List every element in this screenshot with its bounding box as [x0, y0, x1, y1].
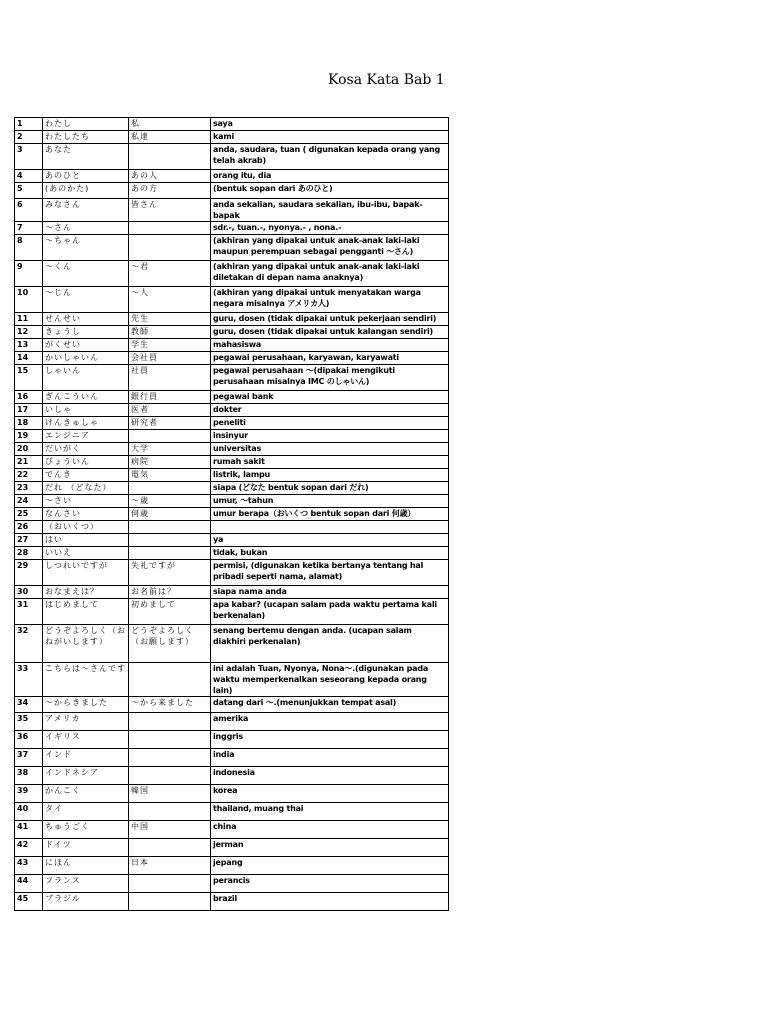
- kana-cell: ～からきました: [43, 697, 129, 713]
- kana-cell: あのひと: [43, 170, 129, 183]
- row-number: 33: [15, 663, 43, 697]
- table-row: [15, 443, 449, 456]
- meaning-cell: insinyur: [211, 430, 449, 443]
- meaning-cell: [211, 521, 449, 534]
- kana-cell: にほん: [43, 857, 129, 875]
- table-row: [15, 352, 449, 365]
- table-row: [15, 731, 449, 749]
- table-row: [15, 663, 449, 697]
- table-row: [15, 803, 449, 821]
- table-row: [15, 469, 449, 482]
- kanji-cell: [129, 534, 211, 547]
- table-row: [15, 586, 449, 599]
- row-number: 13: [15, 339, 43, 352]
- kanji-cell: [129, 767, 211, 785]
- meaning-cell: rumah sakit: [211, 456, 449, 469]
- kana-cell: きょうし: [43, 326, 129, 339]
- meaning-cell: amerika: [211, 713, 449, 731]
- row-number: 19: [15, 430, 43, 443]
- table-row: [15, 857, 449, 875]
- row-number: 39: [15, 785, 43, 803]
- table-row: [15, 144, 449, 170]
- row-number: 38: [15, 767, 43, 785]
- table-row: [15, 365, 449, 391]
- meaning-cell: inggris: [211, 731, 449, 749]
- kana-cell: せんせい: [43, 313, 129, 326]
- vocabulary-table: [14, 117, 449, 911]
- kana-cell: おなまえは？: [43, 586, 129, 599]
- table-row: [15, 287, 449, 313]
- table-row: [15, 547, 449, 560]
- row-number: 36: [15, 731, 43, 749]
- kanji-cell: 病院: [129, 456, 211, 469]
- meaning-cell: (akhiran yang dipakai untuk anak-anak laki-laki diletakan di depan nama anaknya): [211, 261, 449, 287]
- kana-cell: みなさん: [43, 199, 129, 222]
- kana-cell: びょういん: [43, 456, 129, 469]
- kana-cell: かいしゃいん: [43, 352, 129, 365]
- table-row: [15, 875, 449, 893]
- meaning-cell: guru, dosen (tidak dipakai untuk kalangan sendiri): [211, 326, 449, 339]
- kana-cell: インドネシア: [43, 767, 129, 785]
- table-row: [15, 326, 449, 339]
- kanji-cell: 先生: [129, 313, 211, 326]
- table-row: [15, 839, 449, 857]
- meaning-cell: perancis: [211, 875, 449, 893]
- kana-cell: いいえ: [43, 547, 129, 560]
- kana-cell: こちらは～さんです: [43, 663, 129, 697]
- kanji-cell: 韓国: [129, 785, 211, 803]
- table-row: [15, 697, 449, 713]
- row-number: 34: [15, 697, 43, 713]
- kanji-cell: 初めまして: [129, 599, 211, 625]
- table-row: [15, 482, 449, 495]
- kana-cell: ブラジル: [43, 893, 129, 911]
- row-number: 18: [15, 417, 43, 430]
- kana-cell: タイ: [43, 803, 129, 821]
- row-number: 24: [15, 495, 43, 508]
- kanji-cell: [129, 482, 211, 495]
- kanji-cell: ～人: [129, 287, 211, 313]
- kana-cell: いしゃ: [43, 404, 129, 417]
- kana-cell: アメリカ: [43, 713, 129, 731]
- row-number: 12: [15, 326, 43, 339]
- meaning-cell: tidak, bukan: [211, 547, 449, 560]
- meaning-cell: pegawai perusahaan, karyawan, karyawati: [211, 352, 449, 365]
- kanji-cell: 皆さん: [129, 199, 211, 222]
- kanji-cell: [129, 235, 211, 261]
- kana-cell: インド: [43, 749, 129, 767]
- meaning-cell: korea: [211, 785, 449, 803]
- kana-cell: はじめまして: [43, 599, 129, 625]
- meaning-cell: thailand, muang thai: [211, 803, 449, 821]
- kanji-cell: 医者: [129, 404, 211, 417]
- table-row: [15, 391, 449, 404]
- meaning-cell: saya: [211, 118, 449, 131]
- kanji-cell: [129, 731, 211, 749]
- table-row: [15, 767, 449, 785]
- table-row: [15, 521, 449, 534]
- kana-cell: わたし: [43, 118, 129, 131]
- kana-cell: ～ちゃん: [43, 235, 129, 261]
- row-number: 44: [15, 875, 43, 893]
- kanji-cell: 中国: [129, 821, 211, 839]
- meaning-cell: anda sekalian, saudara sekalian, ibu-ibu, bapak-bapak: [211, 199, 449, 222]
- meaning-cell: dokter: [211, 404, 449, 417]
- kanji-cell: [129, 803, 211, 821]
- kana-cell: はい: [43, 534, 129, 547]
- row-number: 29: [15, 560, 43, 586]
- kanji-cell: 私: [129, 118, 211, 131]
- row-number: 30: [15, 586, 43, 599]
- kanji-cell: ～歳: [129, 495, 211, 508]
- kanji-cell: [129, 144, 211, 170]
- kana-cell: ドイツ: [43, 839, 129, 857]
- meaning-cell: indonesia: [211, 767, 449, 785]
- table-row: [15, 749, 449, 767]
- kana-cell: わたしたち: [43, 131, 129, 144]
- kanji-cell: [129, 875, 211, 893]
- meaning-cell: jepang: [211, 857, 449, 875]
- meaning-cell: china: [211, 821, 449, 839]
- table-row: [15, 713, 449, 731]
- row-number: 20: [15, 443, 43, 456]
- kanji-cell: 学生: [129, 339, 211, 352]
- kanji-cell: お名前は？: [129, 586, 211, 599]
- meaning-cell: peneliti: [211, 417, 449, 430]
- meaning-cell: brazil: [211, 893, 449, 911]
- table-row: [15, 534, 449, 547]
- meaning-cell: siapa (どなた bentuk sopan dari だれ): [211, 482, 449, 495]
- kanji-cell: 教師: [129, 326, 211, 339]
- table-row: [15, 893, 449, 911]
- kanji-cell: 何歳: [129, 508, 211, 521]
- row-number: 43: [15, 857, 43, 875]
- kanji-cell: 失礼ですが: [129, 560, 211, 586]
- meaning-cell: permisi, (digunakan ketika bertanya tentang hal pribadi seperti nama, alamat): [211, 560, 449, 586]
- kanji-cell: 社員: [129, 365, 211, 391]
- kanji-cell: あの人: [129, 170, 211, 183]
- kana-cell: けんきゅしゃ: [43, 417, 129, 430]
- row-number: 8: [15, 235, 43, 261]
- meaning-cell: (bentuk sopan dari あのひと): [211, 183, 449, 199]
- table-row: [15, 170, 449, 183]
- table-row: [15, 821, 449, 839]
- meaning-cell: universitas: [211, 443, 449, 456]
- row-number: 21: [15, 456, 43, 469]
- row-number: 42: [15, 839, 43, 857]
- table-row: [15, 131, 449, 144]
- row-number: 25: [15, 508, 43, 521]
- row-number: 27: [15, 534, 43, 547]
- kana-cell: ぎんこういん: [43, 391, 129, 404]
- row-number: 31: [15, 599, 43, 625]
- meaning-cell: pegawai bank: [211, 391, 449, 404]
- kanji-cell: 研究者: [129, 417, 211, 430]
- table-row: [15, 235, 449, 261]
- kanji-cell: 日本: [129, 857, 211, 875]
- meaning-cell: pegawai perusahaan ～(dipakai mengikuti perusahaan misalnya IMC のしゃいん): [211, 365, 449, 391]
- row-number: 35: [15, 713, 43, 731]
- kanji-cell: [129, 521, 211, 534]
- meaning-cell: india: [211, 749, 449, 767]
- table-row: [15, 261, 449, 287]
- meaning-cell: anda, saudara, tuan ( digunakan kepada orang yang telah akrab): [211, 144, 449, 170]
- table-row: [15, 625, 449, 663]
- table-row: [15, 599, 449, 625]
- meaning-cell: umur berapa（おいくつ bentuk sopan dari 何歳）: [211, 508, 449, 521]
- row-number: 4: [15, 170, 43, 183]
- kanji-cell: [129, 663, 211, 697]
- kana-cell: フランス: [43, 875, 129, 893]
- kana-cell: ～さい: [43, 495, 129, 508]
- kanji-cell: あの方: [129, 183, 211, 199]
- meaning-cell: listrik, lampu: [211, 469, 449, 482]
- row-number: 9: [15, 261, 43, 287]
- kanji-cell: 電気: [129, 469, 211, 482]
- row-number: 2: [15, 131, 43, 144]
- meaning-cell: jerman: [211, 839, 449, 857]
- table-row: [15, 404, 449, 417]
- table-row: [15, 456, 449, 469]
- kana-cell: ～くん: [43, 261, 129, 287]
- kana-cell: エンジニア: [43, 430, 129, 443]
- kana-cell: なんさい: [43, 508, 129, 521]
- kana-cell: どうぞよろしく（おねがいします）: [43, 625, 129, 663]
- row-number: 23: [15, 482, 43, 495]
- meaning-cell: ini adalah Tuan, Nyonya, Nona～.(digunakan pada waktu memperkenalkan seseorang kepada orang lain): [211, 663, 449, 697]
- row-number: 41: [15, 821, 43, 839]
- meaning-cell: datang dari ～.(menunjukkan tempat asal): [211, 697, 449, 713]
- kana-cell: しつれいですが: [43, 560, 129, 586]
- vocabulary-table-body: [15, 118, 449, 911]
- row-number: 22: [15, 469, 43, 482]
- table-row: [15, 313, 449, 326]
- kanji-cell: ～君: [129, 261, 211, 287]
- kanji-cell: [129, 893, 211, 911]
- kana-cell: ～じん: [43, 287, 129, 313]
- kana-cell: だいがく: [43, 443, 129, 456]
- kana-cell: だれ （どなた）: [43, 482, 129, 495]
- table-row: [15, 417, 449, 430]
- meaning-cell: orang itu, dia: [211, 170, 449, 183]
- meaning-cell: ya: [211, 534, 449, 547]
- kana-cell: でんき: [43, 469, 129, 482]
- meaning-cell: sdr.-, tuan.-, nyonya.- , nona.-: [211, 222, 449, 235]
- meaning-cell: kami: [211, 131, 449, 144]
- kanji-cell: 銀行員: [129, 391, 211, 404]
- table-row: [15, 339, 449, 352]
- kana-cell: （おいくつ）: [43, 521, 129, 534]
- table-row: [15, 183, 449, 199]
- row-number: 28: [15, 547, 43, 560]
- row-number: 26: [15, 521, 43, 534]
- row-number: 7: [15, 222, 43, 235]
- kana-cell: ～さん: [43, 222, 129, 235]
- kana-cell: あなた: [43, 144, 129, 170]
- kana-cell: イギリス: [43, 731, 129, 749]
- kanji-cell: ～から来ました: [129, 697, 211, 713]
- meaning-cell: mahasiswa: [211, 339, 449, 352]
- kana-cell: ちゅうごく: [43, 821, 129, 839]
- table-row: [15, 222, 449, 235]
- row-number: 6: [15, 199, 43, 222]
- row-number: 14: [15, 352, 43, 365]
- row-number: 15: [15, 365, 43, 391]
- meaning-cell: (akhiran yang dipakai untuk anak-anak laki-laki maupun perempuan sebagai pengganti ～さん): [211, 235, 449, 261]
- page-title: Kosa Kata Bab 1: [328, 72, 445, 88]
- kanji-cell: 会社員: [129, 352, 211, 365]
- kanji-cell: [129, 713, 211, 731]
- row-number: 11: [15, 313, 43, 326]
- table-row: [15, 430, 449, 443]
- table-row: [15, 118, 449, 131]
- kanji-cell: どうぞよろしく（お願します）: [129, 625, 211, 663]
- row-number: 45: [15, 893, 43, 911]
- row-number: 40: [15, 803, 43, 821]
- table-row: [15, 560, 449, 586]
- table-row: [15, 495, 449, 508]
- kanji-cell: [129, 749, 211, 767]
- meaning-cell: senang bertemu dengan anda. (ucapan salam diakhiri perkenalan): [211, 625, 449, 663]
- table-row: [15, 508, 449, 521]
- kana-cell: (あのかた): [43, 183, 129, 199]
- table-row: [15, 785, 449, 803]
- kanji-cell: [129, 222, 211, 235]
- kana-cell: かんこく: [43, 785, 129, 803]
- kanji-cell: 私達: [129, 131, 211, 144]
- meaning-cell: guru, dosen (tidak dipakai untuk pekerjaan sendiri): [211, 313, 449, 326]
- kanji-cell: [129, 547, 211, 560]
- row-number: 10: [15, 287, 43, 313]
- kana-cell: しゃいん: [43, 365, 129, 391]
- meaning-cell: umur, ～tahun: [211, 495, 449, 508]
- row-number: 1: [15, 118, 43, 131]
- table-row: [15, 199, 449, 222]
- meaning-cell: (akhiran yang dipakai untuk menyatakan warga negara misalnya アメリカ人): [211, 287, 449, 313]
- kanji-cell: [129, 430, 211, 443]
- row-number: 37: [15, 749, 43, 767]
- row-number: 16: [15, 391, 43, 404]
- kanji-cell: 大学: [129, 443, 211, 456]
- row-number: 5: [15, 183, 43, 199]
- meaning-cell: apa kabar? (ucapan salam pada waktu pertama kali berkenalan): [211, 599, 449, 625]
- row-number: 32: [15, 625, 43, 663]
- kanji-cell: [129, 839, 211, 857]
- row-number: 17: [15, 404, 43, 417]
- meaning-cell: siapa nama anda: [211, 586, 449, 599]
- kana-cell: がくせい: [43, 339, 129, 352]
- row-number: 3: [15, 144, 43, 170]
